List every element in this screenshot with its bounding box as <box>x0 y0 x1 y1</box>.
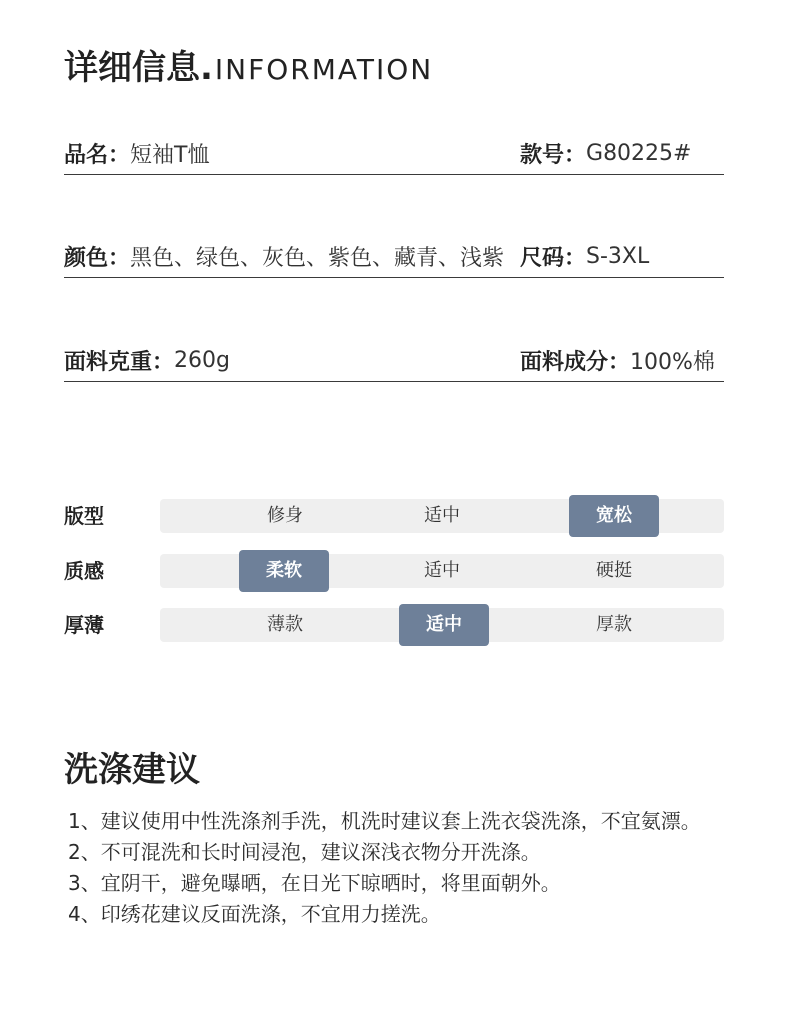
page-title-cn: 详细信息. <box>64 48 213 88</box>
info-value: S-3XL <box>586 243 650 269</box>
info-row-fabric <box>64 341 724 382</box>
info-row-color-size <box>64 237 724 278</box>
info-value: G80225# <box>586 140 692 166</box>
info-value: 短袖T恤 <box>130 142 210 168</box>
info-key: 品名： <box>64 142 131 168</box>
info-fabric-weight <box>64 341 230 379</box>
scale-label-fit: 版型 <box>64 504 104 528</box>
scale-option-selected: 适中 <box>399 604 489 646</box>
info-value: 260g <box>174 347 230 373</box>
scale-option: 适中 <box>424 560 460 581</box>
wash-title: 洗涤建议 <box>64 750 200 790</box>
scale-label-thickness: 厚薄 <box>64 613 104 637</box>
info-key: 面料克重： <box>64 349 175 375</box>
scale-option: 薄款 <box>267 614 303 635</box>
page-title-en: INFORMATION <box>214 53 434 86</box>
scale-option: 修身 <box>267 505 303 526</box>
wash-list <box>68 806 748 930</box>
info-key: 面料成分： <box>520 349 631 375</box>
list-item: 2、不可混洗和长时间浸泡，建议深浅衣物分开洗涤。 <box>68 840 541 864</box>
info-fabric-composition <box>520 341 715 379</box>
list-item: 3、宜阴干，避免曝晒，在日光下晾晒时，将里面朝外。 <box>68 871 561 895</box>
scale-track-thickness <box>160 608 724 642</box>
scale-option: 厚款 <box>596 614 632 635</box>
scale-option-selected: 柔软 <box>239 550 329 592</box>
info-key: 尺码： <box>520 245 587 271</box>
info-key: 颜色： <box>64 245 131 271</box>
scale-label-texture: 质感 <box>64 559 104 583</box>
scale-option-selected: 宽松 <box>569 495 659 537</box>
scale-option: 适中 <box>424 505 460 526</box>
scale-option: 硬挺 <box>596 560 632 581</box>
info-row-name-style <box>64 134 724 175</box>
info-product-name <box>64 134 209 172</box>
info-value: 100%棉 <box>630 349 715 375</box>
info-colors <box>64 237 504 275</box>
info-key: 款号： <box>520 142 587 168</box>
list-item: 4、印绣花建议反面洗涤，不宜用力搓洗。 <box>68 902 441 926</box>
list-item: 1、建议使用中性洗涤剂手洗，机洗时建议套上洗衣袋洗涤，不宜氨漂。 <box>68 809 701 833</box>
page-title <box>64 40 433 90</box>
scale-track-texture <box>160 554 724 588</box>
info-style-number <box>520 134 691 172</box>
info-value: 黑色、绿色、灰色、紫色、藏青、浅紫 <box>130 245 505 271</box>
info-size <box>520 237 649 275</box>
scale-track-fit <box>160 499 724 533</box>
